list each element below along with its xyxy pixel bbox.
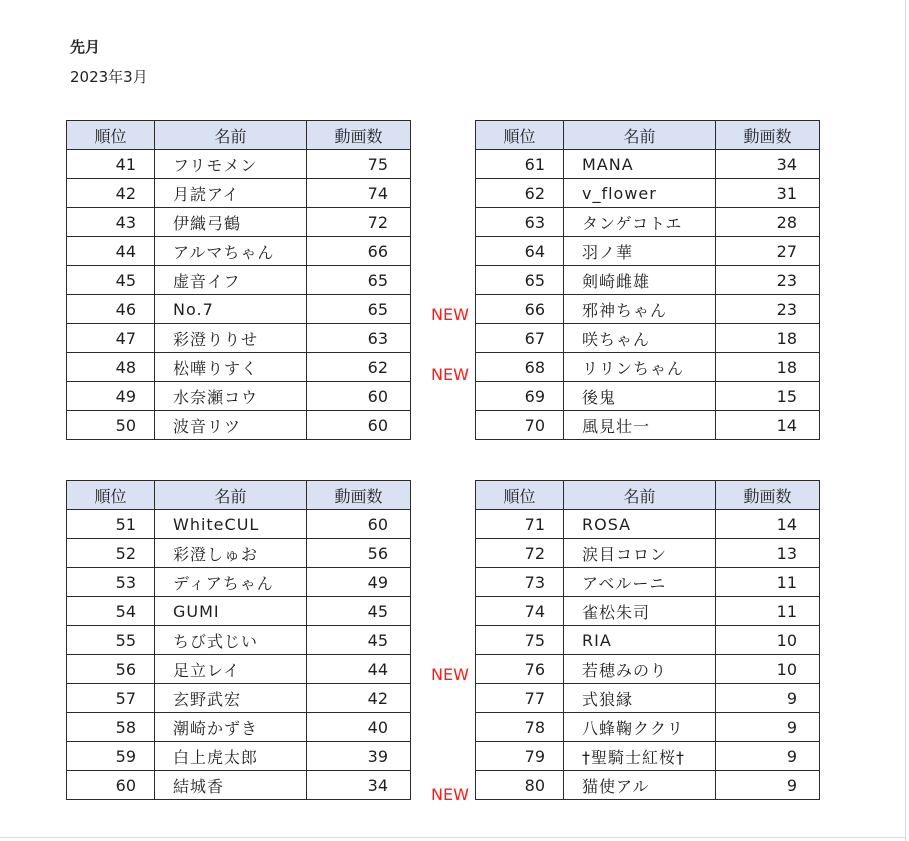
- rank-cell: 57: [67, 684, 155, 713]
- name-cell: ちび式じい: [155, 626, 307, 655]
- name-cell: †聖騎士紅桜†: [564, 742, 716, 771]
- rank-cell: 74: [476, 597, 564, 626]
- name-cell: No.7: [155, 295, 307, 324]
- count-cell: 10: [716, 655, 820, 684]
- count-column-header: 動画数: [307, 121, 411, 150]
- rank-cell: 70: [476, 411, 564, 440]
- table-header-row: [67, 481, 411, 510]
- table-row: [67, 655, 411, 684]
- rank-cell: 75: [476, 626, 564, 655]
- count-cell: 9: [716, 771, 820, 800]
- table-row: [476, 150, 820, 179]
- count-cell: 60: [307, 382, 411, 411]
- table-row: [67, 295, 411, 324]
- count-cell: 13: [716, 539, 820, 568]
- name-cell: 式狼縁: [564, 684, 716, 713]
- rank-cell: 69: [476, 382, 564, 411]
- rank-cell: 65: [476, 266, 564, 295]
- name-cell: 彩澄りりせ: [155, 324, 307, 353]
- table-row: [67, 179, 411, 208]
- table-row: [67, 597, 411, 626]
- rank-cell: 50: [67, 411, 155, 440]
- name-cell: MANA: [564, 150, 716, 179]
- count-column-header: 動画数: [307, 481, 411, 510]
- count-cell: 45: [307, 626, 411, 655]
- count-cell: 66: [307, 237, 411, 266]
- count-cell: 65: [307, 266, 411, 295]
- table-row: [476, 742, 820, 771]
- name-column-header: 名前: [155, 481, 307, 510]
- name-cell: 月読アイ: [155, 179, 307, 208]
- rank-cell: 56: [67, 655, 155, 684]
- count-cell: 34: [307, 771, 411, 800]
- count-cell: 56: [307, 539, 411, 568]
- table-row: [476, 539, 820, 568]
- rank-cell: 48: [67, 353, 155, 382]
- rank-cell: 51: [67, 510, 155, 539]
- rank-cell: 66: [476, 295, 564, 324]
- rank-cell: 76: [476, 655, 564, 684]
- rank-cell: 44: [67, 237, 155, 266]
- rank-cell: 60: [67, 771, 155, 800]
- rank-cell: 71: [476, 510, 564, 539]
- rank-cell: 64: [476, 237, 564, 266]
- table-row: [67, 713, 411, 742]
- count-cell: 23: [716, 266, 820, 295]
- table-row: [67, 208, 411, 237]
- name-cell: 八蜂鞠ククリ: [564, 713, 716, 742]
- count-cell: 42: [307, 684, 411, 713]
- rank-cell: 43: [67, 208, 155, 237]
- rank-cell: 68: [476, 353, 564, 382]
- new-badge: NEW: [431, 785, 469, 804]
- rank-cell: 41: [67, 150, 155, 179]
- table-row: [67, 510, 411, 539]
- count-cell: 60: [307, 510, 411, 539]
- table-header-row: [476, 481, 820, 510]
- name-cell: アルマちゃん: [155, 237, 307, 266]
- rank-cell: 58: [67, 713, 155, 742]
- count-cell: 34: [716, 150, 820, 179]
- count-cell: 40: [307, 713, 411, 742]
- name-cell: v_flower: [564, 179, 716, 208]
- rank-cell: 73: [476, 568, 564, 597]
- new-badge: NEW: [431, 305, 469, 324]
- page-title: 先月: [70, 38, 101, 56]
- table-row: [476, 266, 820, 295]
- rank-cell: 49: [67, 382, 155, 411]
- name-column-header: 名前: [155, 121, 307, 150]
- name-cell: 水奈瀬コウ: [155, 382, 307, 411]
- rank-cell: 63: [476, 208, 564, 237]
- table-row: [67, 382, 411, 411]
- count-cell: 18: [716, 324, 820, 353]
- name-cell: 結城香: [155, 771, 307, 800]
- table-row: [476, 208, 820, 237]
- table-row: [476, 568, 820, 597]
- table-row: [476, 771, 820, 800]
- rank-column-header: 順位: [67, 481, 155, 510]
- name-cell: 羽ノ華: [564, 237, 716, 266]
- rank-cell: 54: [67, 597, 155, 626]
- rank-cell: 52: [67, 539, 155, 568]
- name-cell: 涙目コロン: [564, 539, 716, 568]
- rank-cell: 53: [67, 568, 155, 597]
- table-header-row: [67, 121, 411, 150]
- name-cell: WhiteCUL: [155, 510, 307, 539]
- rank-cell: 72: [476, 539, 564, 568]
- new-badge: NEW: [431, 365, 469, 384]
- name-cell: 波音リツ: [155, 411, 307, 440]
- count-cell: 28: [716, 208, 820, 237]
- table-row: [67, 742, 411, 771]
- name-cell: 若穂みのり: [564, 655, 716, 684]
- name-cell: 白上虎太郎: [155, 742, 307, 771]
- count-cell: 23: [716, 295, 820, 324]
- period-label: 2023年3月: [70, 68, 148, 86]
- table-row: [67, 539, 411, 568]
- count-cell: 11: [716, 568, 820, 597]
- count-cell: 15: [716, 382, 820, 411]
- table-row: [476, 655, 820, 684]
- name-cell: フリモメン: [155, 150, 307, 179]
- count-column-header: 動画数: [716, 121, 820, 150]
- count-cell: 49: [307, 568, 411, 597]
- name-cell: 足立レイ: [155, 655, 307, 684]
- table-row: [476, 597, 820, 626]
- table-row: [67, 568, 411, 597]
- table-row: [67, 771, 411, 800]
- name-cell: RIA: [564, 626, 716, 655]
- count-cell: 14: [716, 510, 820, 539]
- table-row: [67, 150, 411, 179]
- name-column-header: 名前: [564, 481, 716, 510]
- name-column-header: 名前: [564, 121, 716, 150]
- count-cell: 11: [716, 597, 820, 626]
- rank-cell: 46: [67, 295, 155, 324]
- count-cell: 45: [307, 597, 411, 626]
- rank-cell: 79: [476, 742, 564, 771]
- table-row: [67, 684, 411, 713]
- table-row: [476, 324, 820, 353]
- count-cell: 18: [716, 353, 820, 382]
- name-cell: 玄野武宏: [155, 684, 307, 713]
- count-cell: 44: [307, 655, 411, 684]
- name-cell: 彩澄しゅお: [155, 539, 307, 568]
- table-row: [67, 324, 411, 353]
- table-row: [67, 411, 411, 440]
- ranking-table-61-70: [475, 120, 820, 440]
- count-cell: 72: [307, 208, 411, 237]
- rank-cell: 61: [476, 150, 564, 179]
- name-cell: アベルーニ: [564, 568, 716, 597]
- name-cell: リリンちゃん: [564, 353, 716, 382]
- name-cell: ROSA: [564, 510, 716, 539]
- rank-cell: 42: [67, 179, 155, 208]
- rank-column-header: 順位: [476, 121, 564, 150]
- rank-column-header: 順位: [67, 121, 155, 150]
- name-cell: 潮崎かずき: [155, 713, 307, 742]
- ranking-table-51-60: [66, 480, 411, 800]
- table-row: [476, 237, 820, 266]
- name-cell: 剣崎雌雄: [564, 266, 716, 295]
- page-right-edge: [905, 0, 906, 841]
- name-cell: 咲ちゃん: [564, 324, 716, 353]
- table-header-row: [476, 121, 820, 150]
- page-bottom-edge: [0, 837, 906, 838]
- ranking-table-41-50: [66, 120, 411, 440]
- count-cell: 14: [716, 411, 820, 440]
- rank-cell: 59: [67, 742, 155, 771]
- name-cell: 松嘩りすく: [155, 353, 307, 382]
- new-badge: NEW: [431, 665, 469, 684]
- ranking-table-71-80: [475, 480, 820, 800]
- table-row: [476, 295, 820, 324]
- rank-cell: 55: [67, 626, 155, 655]
- name-cell: GUMI: [155, 597, 307, 626]
- count-cell: 9: [716, 713, 820, 742]
- rank-cell: 47: [67, 324, 155, 353]
- name-cell: 虚音イフ: [155, 266, 307, 295]
- table-row: [476, 382, 820, 411]
- name-cell: ディアちゃん: [155, 568, 307, 597]
- count-cell: 9: [716, 742, 820, 771]
- table-row: [67, 266, 411, 295]
- count-cell: 74: [307, 179, 411, 208]
- name-cell: 風見壮一: [564, 411, 716, 440]
- rank-cell: 62: [476, 179, 564, 208]
- table-row: [476, 713, 820, 742]
- rank-cell: 77: [476, 684, 564, 713]
- table-row: [67, 237, 411, 266]
- rank-cell: 78: [476, 713, 564, 742]
- count-cell: 9: [716, 684, 820, 713]
- count-cell: 62: [307, 353, 411, 382]
- name-cell: 猫使アル: [564, 771, 716, 800]
- table-row: [476, 684, 820, 713]
- name-cell: 邪神ちゃん: [564, 295, 716, 324]
- count-cell: 39: [307, 742, 411, 771]
- count-cell: 31: [716, 179, 820, 208]
- count-cell: 63: [307, 324, 411, 353]
- rank-cell: 45: [67, 266, 155, 295]
- count-cell: 27: [716, 237, 820, 266]
- table-row: [476, 626, 820, 655]
- count-cell: 60: [307, 411, 411, 440]
- count-cell: 10: [716, 626, 820, 655]
- rank-cell: 80: [476, 771, 564, 800]
- rank-cell: 67: [476, 324, 564, 353]
- count-cell: 75: [307, 150, 411, 179]
- name-cell: 雀松朱司: [564, 597, 716, 626]
- name-cell: タンゲコトエ: [564, 208, 716, 237]
- name-cell: 後鬼: [564, 382, 716, 411]
- count-cell: 65: [307, 295, 411, 324]
- name-cell: 伊織弓鶴: [155, 208, 307, 237]
- table-row: [476, 510, 820, 539]
- table-row: [67, 353, 411, 382]
- table-row: [67, 626, 411, 655]
- count-column-header: 動画数: [716, 481, 820, 510]
- table-row: [476, 411, 820, 440]
- table-row: [476, 179, 820, 208]
- table-row: [476, 353, 820, 382]
- rank-column-header: 順位: [476, 481, 564, 510]
